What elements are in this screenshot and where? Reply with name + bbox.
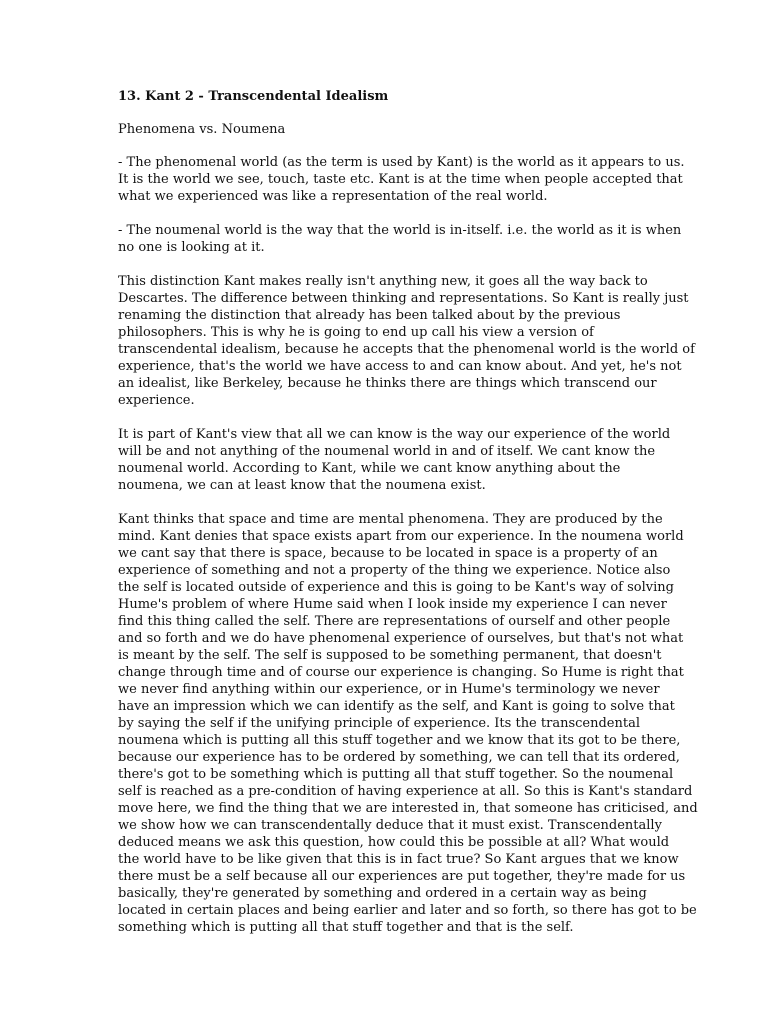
text-line: find this thing called the self. There are representations of ourself and other people bbox=[118, 614, 671, 629]
section-heading: Phenomena vs. Noumena bbox=[118, 122, 286, 137]
text-line: we show how we can transcendentally deduce that it must exist. Transcendentally bbox=[118, 818, 662, 833]
body-paragraph bbox=[118, 273, 695, 409]
text-line: Descartes. The difference between thinking and representations. So Kant is really just bbox=[118, 291, 689, 306]
text-line: because our experience has to be ordered by something, we can tell that its ordered, bbox=[118, 750, 680, 765]
text-line: change through time and of course our experience is changing. So Hume is right that bbox=[118, 665, 684, 680]
text-line: we cant say that there is space, because to be located in space is a property of an bbox=[118, 546, 658, 561]
text-line: self is reached as a pre-condition of having experience at all. So this is Kant's standard bbox=[118, 784, 693, 799]
text-line: experience, that's the world we have access to and can know about. And yet, he's not bbox=[118, 359, 682, 374]
text-line: the world have to be like given that this is in fact true? So Kant argues that we know bbox=[118, 852, 679, 867]
text-line: the self is located outside of experience and this is going to be Kant's way of solving bbox=[118, 580, 674, 595]
text-line: we never find anything within our experience, or in Hume's terminology we never bbox=[118, 682, 660, 697]
text-line: It is part of Kant's view that all we can know is the way our experience of the world bbox=[118, 427, 671, 442]
text-line: This distinction Kant makes really isn't anything new, it goes all the way back to bbox=[118, 274, 648, 289]
text-line: It is the world we see, touch, taste etc. Kant is at the time when people accepted that bbox=[118, 172, 683, 187]
text-line: an idealist, like Berkeley, because he thinks there are things which transcend our bbox=[118, 376, 657, 391]
body-paragraph bbox=[118, 154, 685, 205]
text-line: noumena, we can at least know that the noumena exist. bbox=[118, 478, 486, 493]
text-line: by saying the self if the unifying principle of experience. Its the transcendental bbox=[118, 716, 640, 731]
text-line: move here, we find the thing that we are interested in, that someone has criticised, and bbox=[118, 801, 698, 816]
text-line: basically, they're generated by something and ordered in a certain way as being bbox=[118, 886, 647, 901]
text-line: is meant by the self. The self is supposed to be something permanent, that doesn't bbox=[118, 648, 662, 663]
text-line: located in certain places and being earlier and later and so forth, so there has got to be bbox=[118, 903, 697, 918]
text-line: - The phenomenal world (as the term is used by Kant) is the world as it appears to us. bbox=[118, 155, 685, 170]
text-line: transcendental idealism, because he accepts that the phenomenal world is the world of bbox=[118, 342, 695, 357]
text-line: philosophers. This is why he is going to end up call his view a version of bbox=[118, 325, 594, 340]
text-line: experience of something and not a property of the thing we experience. Notice also bbox=[118, 563, 671, 578]
text-line: experience. bbox=[118, 393, 195, 408]
text-line: something which is putting all that stuff together and that is the self. bbox=[118, 920, 574, 935]
text-line: noumena which is putting all this stuff together and we know that its got to be there, bbox=[118, 733, 681, 748]
text-line: have an impression which we can identify as the self, and Kant is going to solve that bbox=[118, 699, 675, 714]
text-line: renaming the distinction that already has been talked about by the previous bbox=[118, 308, 621, 323]
text-line: Kant thinks that space and time are mental phenomena. They are produced by the bbox=[118, 512, 663, 527]
text-line: noumenal world. According to Kant, while we cant know anything about the bbox=[118, 461, 621, 476]
text-line: there must be a self because all our experiences are put together, they're made for us bbox=[118, 869, 686, 884]
text-line: mind. Kant denies that space exists apart from our experience. In the noumena world bbox=[118, 529, 684, 544]
text-line: what we experienced was like a representation of the real world. bbox=[118, 189, 548, 204]
text-line: Hume's problem of where Hume said when I look inside my experience I can never bbox=[118, 597, 667, 612]
text-line: and so forth and we do have phenomenal experience of ourselves, but that's not what bbox=[118, 631, 684, 646]
body-paragraph bbox=[118, 511, 698, 936]
text-line: - The noumenal world is the way that the world is in-itself. i.e. the world as it is when bbox=[118, 223, 682, 238]
body-paragraph bbox=[118, 222, 682, 256]
document-title: 13. Kant 2 - Transcendental Idealism bbox=[118, 89, 389, 104]
text-line: deduced means we ask this question, how could this be possible at all? What would bbox=[118, 835, 670, 850]
text-line: will be and not anything of the noumenal world in and of itself. We cant know the bbox=[118, 444, 656, 459]
document-page bbox=[118, 88, 698, 953]
text-line: no one is looking at it. bbox=[118, 240, 265, 255]
document-body bbox=[118, 154, 698, 936]
body-paragraph bbox=[118, 426, 671, 494]
text-line: there's got to be something which is putting all that stuff together. So the noumenal bbox=[118, 767, 674, 782]
